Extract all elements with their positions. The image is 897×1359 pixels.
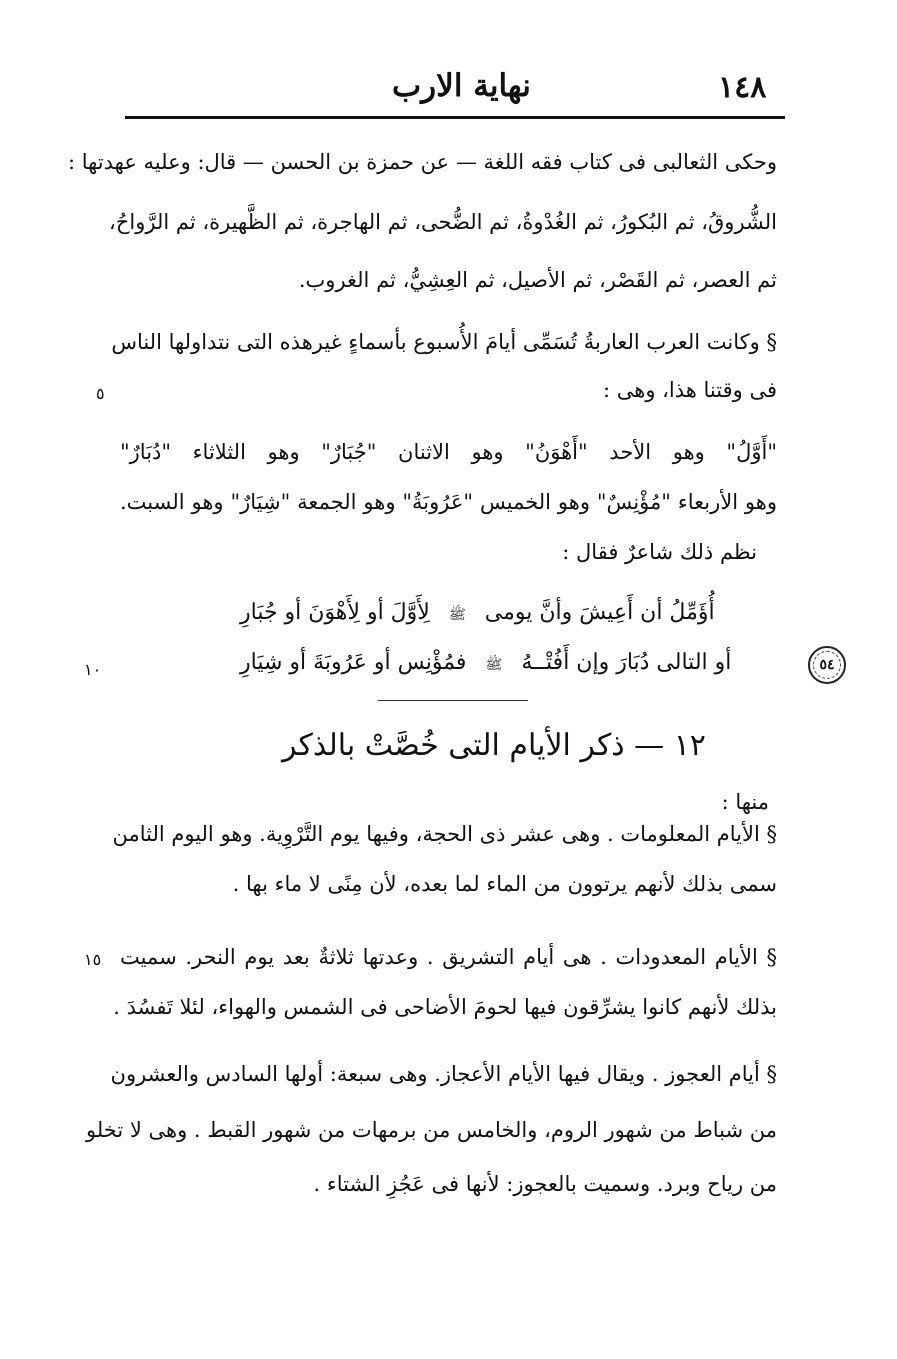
section-heading: ١٢ — ذكر الأيام التى خُصَّتْ بالذكر (282, 728, 706, 763)
verse-line (240, 650, 731, 676)
text-line: وحكى الثعالبى فى كتاب فقه اللغة — عن حمزة بن الحسن — قال: وعليه عهدتها : (67, 150, 777, 174)
text-line: وهو الأربعاء "مُؤْنِسٌ" وهو الخميس "عَرُوبَةُ" وهو الجمعة "شِيَارٌ" وهو السبت. (120, 490, 777, 514)
text-line: § وكانت العرب العاربةُ تُسَمِّى أيامَ الأُسبوع بأسماءٍ غيرهذه التى نتداولها الناس (111, 330, 777, 354)
text-line: § الأيام المعدودات . هى أيام التشريق . وعدتها ثلاثةٌ بعد يوم النحر. سميت (120, 945, 777, 969)
text-line: بذلك لأنهم كانوا يشرِّقون فيها لحومَ الأضاحى فى الشمس والهواء، لئلا تَفسُدَ . (113, 995, 777, 1019)
margin-line-number: ٥ (96, 384, 105, 403)
text-line: فى وقتنا هذا، وهى : (603, 378, 777, 402)
text-line: الشُّروقُ، ثم البُكورُ، ثم الغُدْوةُ، ثم الضُّحى، ثم الهاجرة، ثم الظَّهيرة، ثم الرَّواحُ، (109, 210, 777, 234)
verse-second-hemistich: فمُؤْنِس أو عَرُوبَةَ أو شِيَارِ (240, 650, 467, 675)
verse-second-hemistich: لِأَوَّلَ أو لِأَهْوَنَ أو جُبَارِ (240, 600, 430, 625)
section-rule (378, 700, 528, 701)
header-rule (125, 116, 785, 119)
text-line: ثم العصر، ثم القَصْر، ثم الأصيل، ثم العِشِيُّ، ثم الغروب. (298, 268, 777, 292)
text-line: سمى بذلك لأنهم يرتوون من الماء لما بعده، لأن مِنًى لا ماء بها . (232, 872, 777, 896)
verse-first-hemistich: أُؤَمِّلُ أن أَعِيشَ وأنَّ يومى (484, 600, 715, 625)
verse-first-hemistich: أو التالى دُبَارَ وإن أَفُتْــهُ (521, 650, 732, 675)
original-page-marker: ٥٤ (808, 646, 846, 684)
text-line: من رياح وبرد. وسميت بالعجوز: لأنها فى عَجُزِ الشتاء . (313, 1172, 777, 1196)
text-line: نظم ذلك شاعرٌ فقال : (562, 540, 757, 564)
verse-line (240, 600, 715, 626)
margin-line-number: ١٥ (84, 950, 102, 969)
section-intro: منها : (721, 790, 769, 814)
running-title: نهاية الارب (392, 68, 531, 104)
text-line: § أيام العجوز . ويقال فيها الأيام الأعجاز. وهى سبعة: أولها السادس والعشرون (110, 1062, 777, 1086)
page-number: ١٤٨ (718, 70, 767, 105)
text-line: "أَوَّلُ" وهو الأحد "أَهْوَنُ" وهو الاثنان "جُبَارٌ" وهو الثلاثاء "دُبَارٌ" (120, 440, 777, 464)
margin-line-number: ١٠ (84, 660, 102, 679)
verse-separator: ﷺ (448, 607, 466, 623)
text-line: من شباط من شهور الروم، والخامس من برمهات من شهور القبط . وهى لا تخلو (86, 1118, 777, 1142)
verse-separator: ﷺ (485, 657, 503, 673)
text-line: § الأيام المعلومات . وهى عشر ذى الحجة، وفيها يوم التَّرْوِية. وهو اليوم الثامن (112, 822, 777, 846)
